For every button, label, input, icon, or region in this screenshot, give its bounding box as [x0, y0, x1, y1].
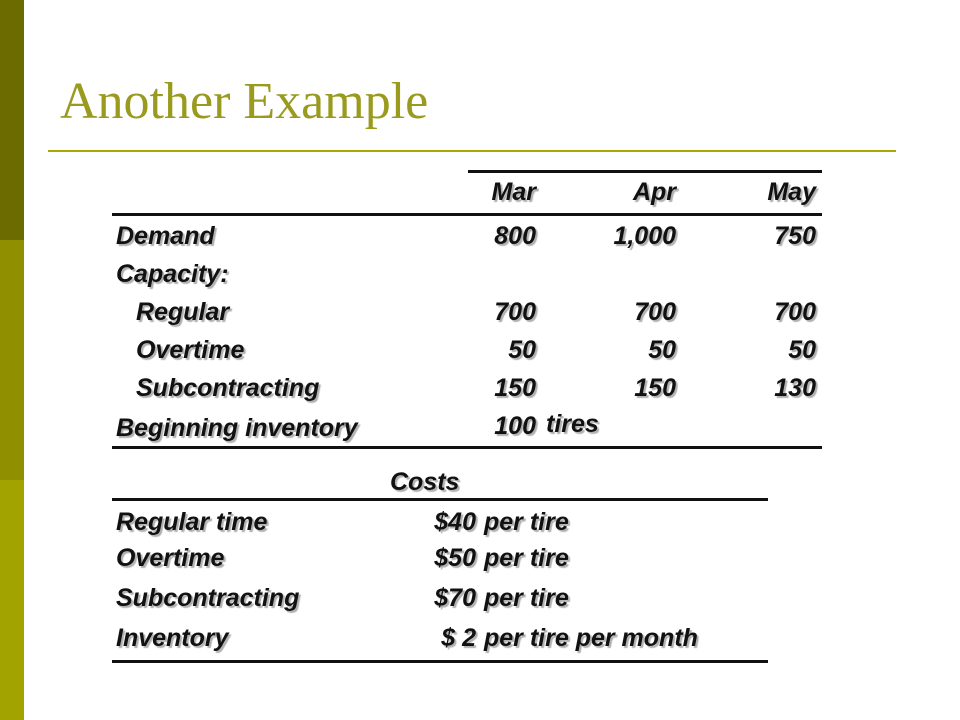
costs-bottom-rule: [112, 660, 768, 663]
left-band-bottom: [0, 480, 24, 720]
cost-unit-regular-time: per tire: [484, 508, 569, 536]
demand-may: 750: [774, 222, 816, 250]
column-header-may: May: [767, 178, 816, 206]
slide-title: Another Example: [60, 73, 429, 130]
table-bottom-rule: [112, 446, 822, 449]
beginning-inventory-value: 100: [494, 412, 536, 440]
row-label-regular: Regular: [136, 298, 230, 326]
costs-header-rule: [112, 498, 768, 501]
subcontracting-mar: 150: [494, 374, 536, 402]
cost-label-regular-time: Regular time: [116, 508, 268, 536]
cost-unit-inventory: per tire per month: [484, 624, 698, 652]
regular-may: 700: [774, 298, 816, 326]
cost-unit-overtime: per tire: [484, 544, 569, 572]
table-top-rule: [468, 170, 822, 173]
overtime-may: 50: [788, 336, 816, 364]
row-label-capacity: Capacity:: [116, 260, 229, 288]
row-label-beginning-inventory: Beginning inventory: [116, 414, 358, 442]
beginning-inventory-unit: tires: [546, 410, 599, 438]
demand-apr: 1,000: [613, 222, 676, 250]
left-band-top: [0, 0, 24, 240]
column-header-mar: Mar: [491, 178, 536, 206]
row-label-subcontracting: Subcontracting: [136, 374, 320, 402]
cost-amount-subcontracting: $70: [434, 584, 476, 612]
demand-mar: 800: [494, 222, 536, 250]
costs-heading: Costs: [390, 468, 460, 496]
overtime-mar: 50: [508, 336, 536, 364]
left-band-middle: [0, 240, 24, 480]
cost-label-overtime: Overtime: [116, 544, 225, 572]
title-divider: [48, 150, 896, 152]
regular-apr: 700: [634, 298, 676, 326]
cost-amount-overtime: $50: [434, 544, 476, 572]
row-label-overtime: Overtime: [136, 336, 245, 364]
cost-label-subcontracting: Subcontracting: [116, 584, 300, 612]
table-header-rule: [112, 213, 822, 216]
cost-unit-subcontracting: per tire: [484, 584, 569, 612]
row-label-demand: Demand: [116, 222, 215, 250]
column-header-apr: Apr: [632, 178, 676, 206]
cost-label-inventory: Inventory: [116, 624, 229, 652]
subcontracting-may: 130: [774, 374, 816, 402]
subcontracting-apr: 150: [634, 374, 676, 402]
regular-mar: 700: [494, 298, 536, 326]
cost-amount-regular-time: $40: [434, 508, 476, 536]
overtime-apr: 50: [648, 336, 676, 364]
cost-amount-inventory: $ 2: [441, 624, 476, 652]
